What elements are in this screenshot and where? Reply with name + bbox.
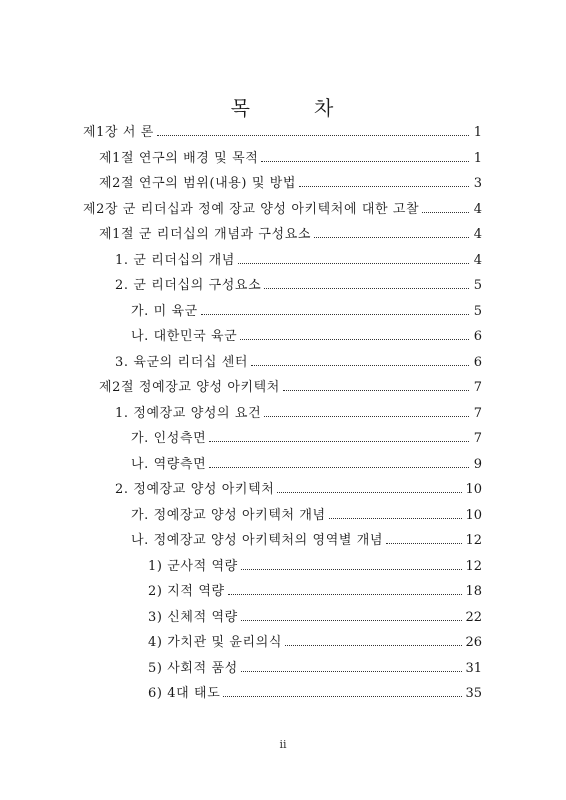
toc-entry-page: 5	[473, 278, 482, 293]
toc-leader-dots	[386, 542, 462, 544]
toc-entry-label: 1. 군 리더십의 개념	[115, 252, 235, 268]
toc-entry-label: 나. 정예장교 양성 아키텍처의 영역별 개념	[131, 533, 384, 548]
toc-leader-dots	[285, 644, 462, 646]
toc-entry	[99, 217, 482, 241]
toc-entry	[131, 319, 482, 343]
toc-entry-label: 제2절 연구의 범위(내용) 및 방법	[99, 176, 297, 191]
toc-entry	[83, 115, 482, 139]
toc-entry-label: 4) 가치관 및 윤리의식	[148, 635, 283, 650]
toc-leader-dots	[422, 211, 469, 213]
toc-leader-dots	[314, 236, 469, 238]
toc-leader-dots	[240, 338, 469, 340]
toc-entry	[131, 523, 482, 547]
toc-entry-label: 제1장 서 론	[83, 125, 154, 140]
toc-entry	[115, 472, 482, 496]
toc-leader-dots	[277, 491, 462, 493]
toc-entry	[99, 166, 482, 190]
toc-entry-label: 가. 정예장교 양성 아키텍처 개념	[131, 507, 326, 523]
toc-entry	[148, 651, 482, 675]
toc-entry-page: 4	[473, 252, 482, 268]
toc-entry-page: 10	[465, 507, 482, 523]
toc-entry-label: 2. 군 리더십의 구성요소	[115, 278, 262, 293]
toc-entry-label: 가. 인성측면	[131, 431, 207, 446]
toc-entry-label: 2. 정예장교 양성 아키텍처	[115, 482, 275, 497]
toc-entry	[131, 421, 482, 445]
toc-entry-page: 4	[473, 227, 482, 242]
toc-leader-dots	[241, 568, 463, 570]
toc-entry-page: 1	[473, 150, 482, 166]
toc-entry-label: 1) 군사적 역량	[148, 558, 238, 574]
toc-entry-page: 12	[465, 558, 482, 574]
toc-entry-label: 제2장 군 리더십과 정예 장교 양성 아키텍처에 대한 고찰	[83, 201, 420, 217]
toc-entry-label: 1. 정예장교 양성의 요건	[115, 405, 262, 421]
toc-entry-page: 7	[473, 431, 482, 446]
toc-leader-dots	[251, 364, 469, 366]
toc-leader-dots	[329, 517, 463, 519]
toc-leader-dots	[157, 134, 469, 136]
toc-leader-dots	[241, 670, 463, 672]
toc-leader-dots	[209, 440, 469, 442]
toc-entry-page: 12	[465, 533, 482, 548]
toc-entry-page: 26	[465, 635, 482, 650]
toc-entry	[148, 600, 482, 624]
toc-entry	[115, 243, 482, 267]
toc-leader-dots	[238, 262, 469, 264]
toc-entry	[99, 370, 482, 394]
toc-entry-page: 9	[473, 456, 482, 472]
toc-entry-page: 5	[473, 303, 482, 319]
toc-entry	[83, 192, 482, 216]
toc-entry-page: 35	[465, 686, 482, 701]
toc-entry-page: 1	[473, 125, 482, 140]
toc-entry-page: 4	[473, 201, 482, 217]
toc-leader-dots	[241, 619, 463, 621]
toc-entry-label: 나. 대한민국 육군	[131, 329, 238, 344]
toc-entry-page: 7	[473, 405, 482, 421]
toc-entry-label: 제1절 군 리더십의 개념과 구성요소	[99, 227, 312, 242]
toc-entry-page: 10	[465, 482, 482, 497]
toc-entry-page: 7	[473, 380, 482, 395]
toc-entry-page: 6	[473, 354, 482, 370]
toc-leader-dots	[261, 160, 469, 162]
toc-entry-label: 2) 지적 역량	[148, 584, 225, 599]
toc-entry	[148, 574, 482, 598]
toc-entry	[115, 396, 482, 420]
toc-entry-page: 31	[465, 660, 482, 676]
toc-leader-dots	[209, 466, 469, 468]
toc-entry-label: 나. 역량측면	[131, 456, 207, 472]
toc-entry-label: 가. 미 육군	[131, 303, 198, 319]
toc-entry	[131, 498, 482, 522]
toc-entry-label: 5) 사회적 품성	[148, 660, 238, 676]
toc-entry	[99, 141, 482, 165]
toc-leader-dots	[201, 313, 469, 315]
toc-entry	[148, 676, 482, 700]
toc-leader-dots	[228, 593, 463, 595]
toc-leader-dots	[283, 389, 469, 391]
toc-entry-label: 3. 육군의 리더십 센터	[115, 354, 249, 370]
toc-entry-page: 22	[465, 609, 482, 625]
toc-entry	[115, 345, 482, 369]
page-title-right: 차	[314, 96, 336, 120]
toc-entry-label: 제1절 연구의 배경 및 목적	[99, 150, 259, 166]
page-number: ii	[279, 738, 287, 751]
toc-leader-dots	[264, 287, 469, 289]
toc-entry-page: 6	[473, 329, 482, 344]
toc-entry	[148, 549, 482, 573]
toc-entry-label: 제2절 정예장교 양성 아키텍처	[99, 380, 280, 395]
page-title-left: 목	[230, 96, 252, 120]
toc-entry	[131, 294, 482, 318]
toc-leader-dots	[223, 695, 462, 697]
toc-entry-page: 3	[473, 176, 482, 191]
toc-entry	[115, 268, 482, 292]
toc-entry-label: 6) 4대 태도	[148, 686, 221, 701]
toc-leader-dots	[299, 185, 469, 187]
toc-entry-label: 3) 신체적 역량	[148, 609, 238, 625]
toc-entry	[148, 625, 482, 649]
toc-leader-dots	[264, 415, 469, 417]
toc-entry-page: 18	[465, 584, 482, 599]
toc-entry	[131, 447, 482, 471]
